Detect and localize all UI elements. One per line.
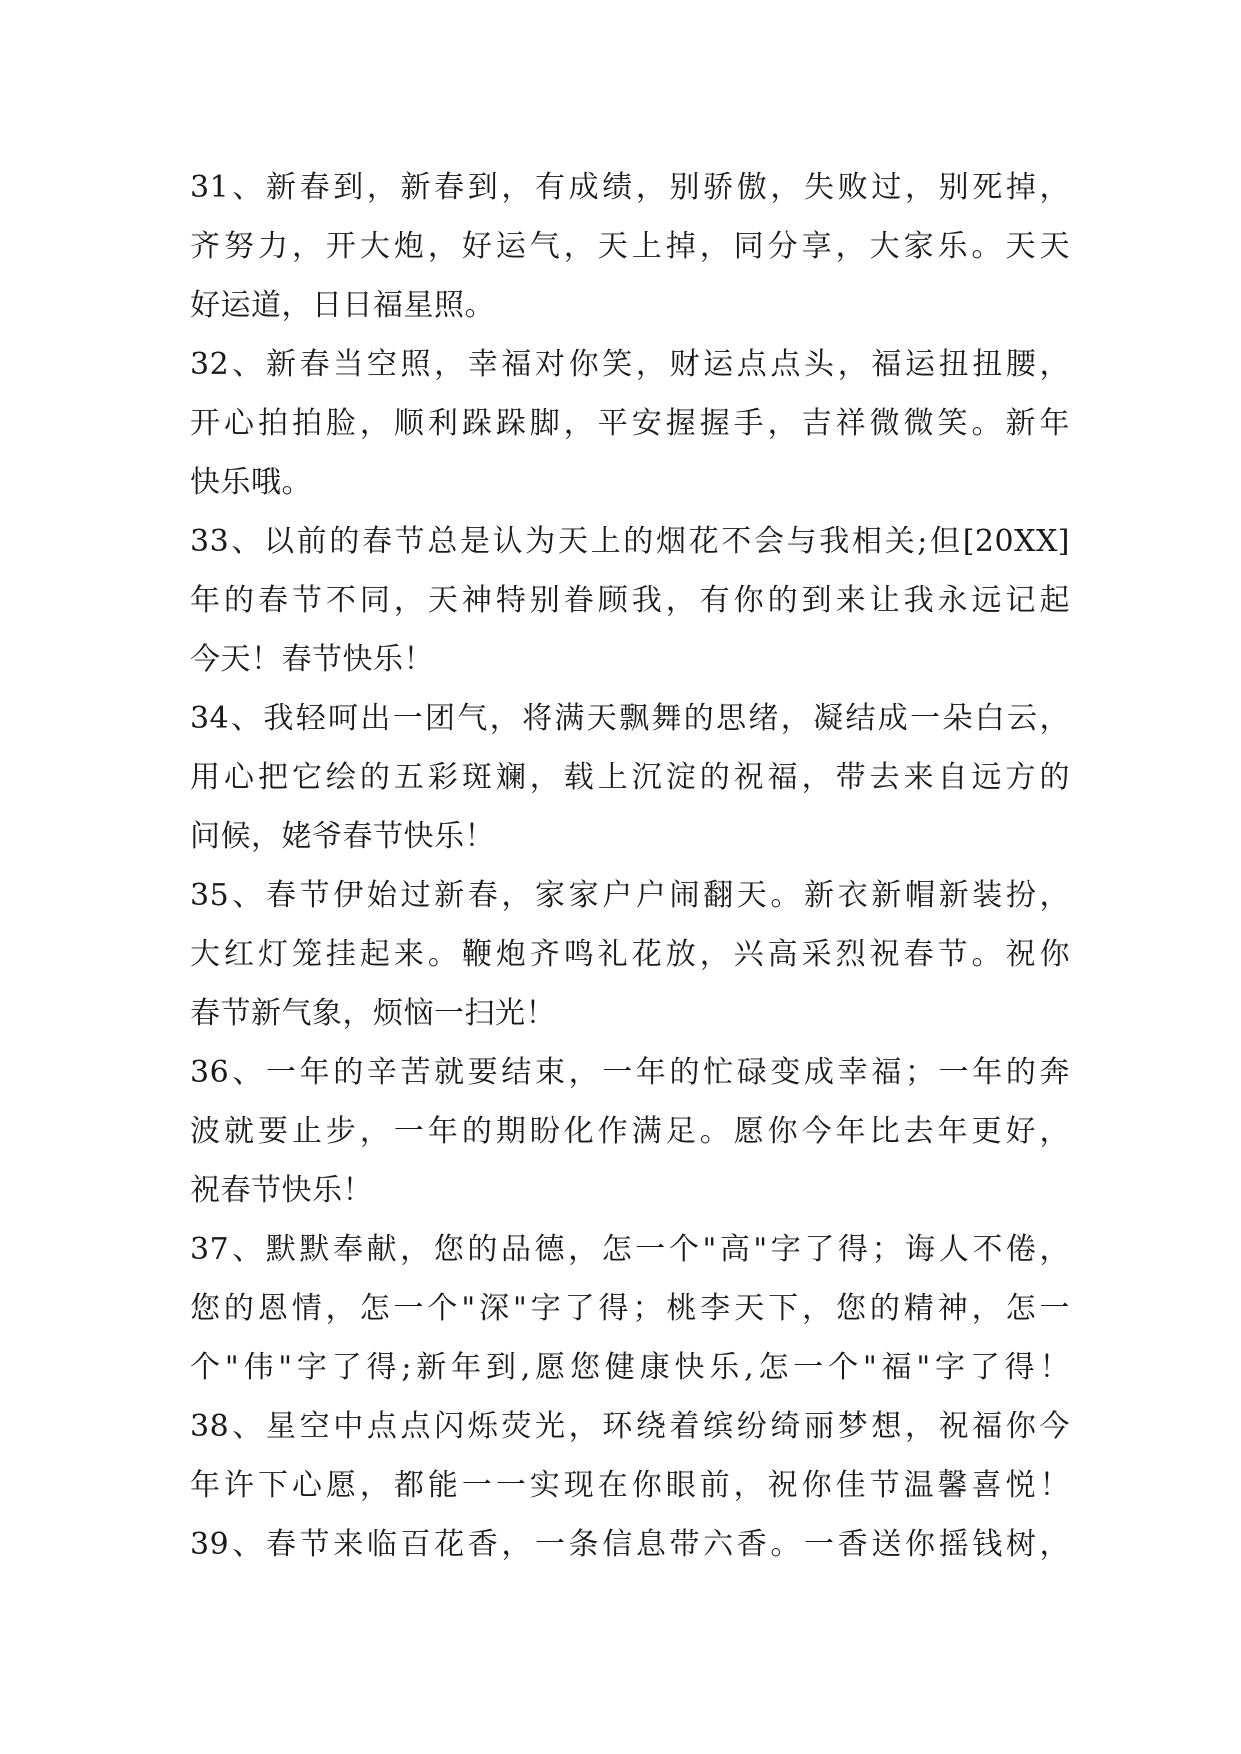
- text-line: 39、春节来临百花香，一条信息带六香。一香送你摇钱树，: [190, 1527, 1070, 1562]
- text-line: 您的恩情，怎一个"深"字了得；桃李天下，您的精神，怎一: [190, 1291, 1070, 1326]
- text-line: 年许下心愿，都能一一实现在你眼前，祝你佳节温馨喜悦！: [190, 1468, 1070, 1503]
- text-line: 年的春节不同，天神特别眷顾我，有你的到来让我永远记起: [190, 583, 1070, 618]
- text-line: 波就要止步，一年的期盼化作满足。愿你今年比去年更好，: [190, 1114, 1070, 1149]
- text-line: 用心把它绘的五彩斑斓，载上沉淀的祝福，带去来自远方的: [190, 760, 1070, 795]
- text-line: 38、星空中点点闪烁荧光，环绕着缤纷绮丽梦想，祝福你今: [190, 1409, 1070, 1444]
- text-line: 35、春节伊始过新春，家家户户闹翻天。新衣新帽新装扮，: [190, 878, 1070, 913]
- text-line: 36、一年的辛苦就要结束，一年的忙碌变成幸福；一年的奔: [190, 1055, 1070, 1090]
- text-line: 齐努力，开大炮，好运气，天上掉，同分享，大家乐。天天: [190, 229, 1070, 264]
- text-line: 32、新春当空照，幸福对你笑，财运点点头，福运扭扭腰，: [190, 347, 1070, 382]
- text-line: 春节新气象，烦恼一扫光！: [190, 996, 556, 1031]
- text-line: 个"伟"字了得;新年到,愿您健康快乐,怎一个"福"字了得！: [190, 1350, 1070, 1385]
- document-body: [190, 158, 1070, 1574]
- text-line: 问候，姥爷春节快乐！: [190, 819, 495, 854]
- text-line: 33、以前的春节总是认为天上的烟花不会与我相关;但[20XX]: [190, 524, 1070, 559]
- text-line: 大红灯笼挂起来。鞭炮齐鸣礼花放，兴高采烈祝春节。祝你: [190, 937, 1070, 972]
- text-line: 祝春节快乐！: [190, 1173, 373, 1208]
- text-line: 34、我轻呵出一团气，将满天飘舞的思绪，凝结成一朵白云，: [190, 701, 1070, 736]
- text-line: 快乐哦。: [190, 465, 312, 500]
- text-line: 31、新春到，新春到，有成绩，别骄傲，失败过，别死掉，: [190, 170, 1070, 205]
- text-line: 37、默默奉献，您的品德，怎一个"高"字了得；诲人不倦，: [190, 1232, 1070, 1267]
- text-line: 今天！春节快乐！: [190, 642, 434, 677]
- text-line: 开心拍拍脸，顺利跺跺脚，平安握握手，吉祥微微笑。新年: [190, 406, 1070, 441]
- text-line: 好运道，日日福星照。: [190, 288, 495, 323]
